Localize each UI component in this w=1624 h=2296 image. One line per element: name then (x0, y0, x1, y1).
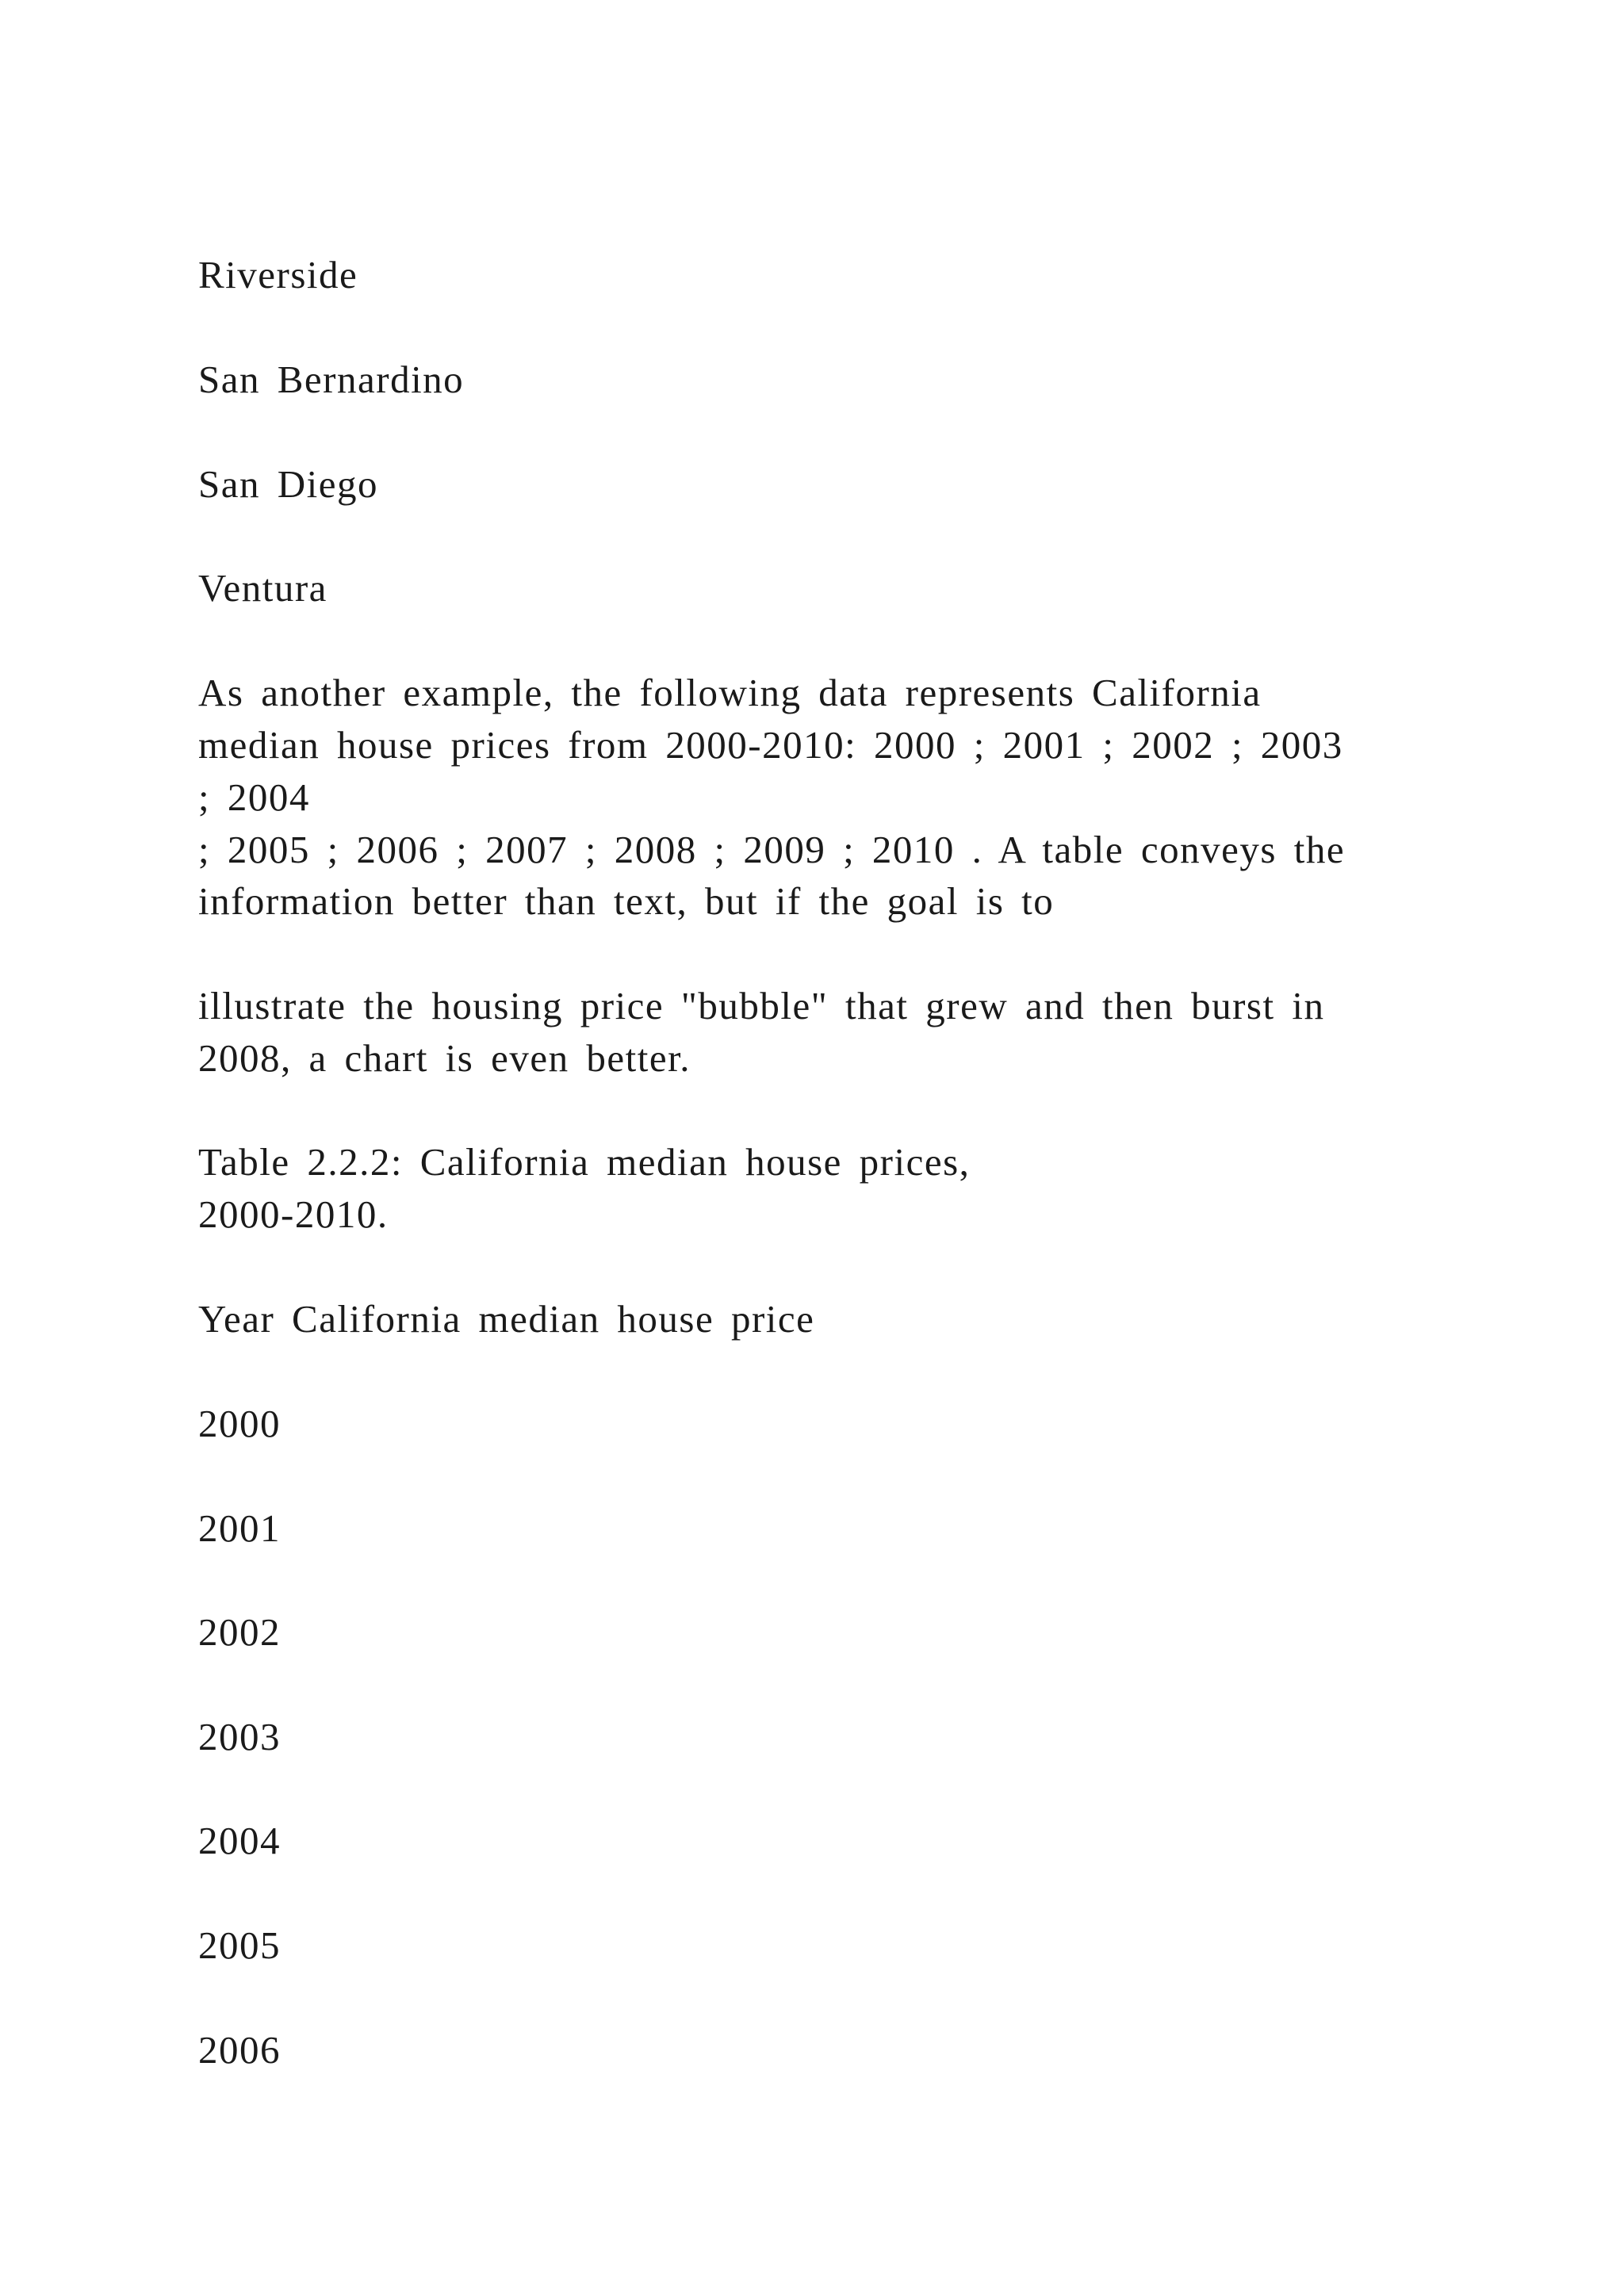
paragraph-line: 2008, a chart is even better. (198, 1036, 691, 1080)
table-caption: Table 2.2.2: California median house prices, (198, 1140, 971, 1184)
paragraph-line: information better than text, but if the goal is to (198, 879, 1055, 923)
table-header: Year California median house price (198, 1297, 815, 1341)
paragraph-line: illustrate the housing price "bubble" that grew and then burst in (198, 984, 1325, 1027)
paragraph-line: median house prices from 2000-2010: 2000 ; 2001 ; 2002 ; 2003 (198, 723, 1343, 767)
list-item-riverside: Riverside (198, 253, 358, 297)
paragraph-line: As another example, the following data represents California (198, 671, 1262, 714)
list-item-ventura: Ventura (198, 566, 327, 610)
table-row-year: 2006 (198, 2028, 281, 2072)
table-row-year: 2000 (198, 1402, 281, 1445)
table-caption: 2000-2010. (198, 1192, 389, 1236)
paragraph-line: ; 2005 ; 2006 ; 2007 ; 2008 ; 2009 ; 2010 . A table conveys the (198, 828, 1346, 871)
paragraph-line: ; 2004 (198, 775, 310, 819)
table-row-year: 2003 (198, 1715, 281, 1758)
list-item-san-bernardino: San Bernardino (198, 358, 465, 401)
table-row-year: 2004 (198, 1819, 281, 1862)
list-item-san-diego: San Diego (198, 462, 378, 506)
table-row-year: 2001 (198, 1506, 281, 1550)
table-row-year: 2005 (198, 1923, 281, 1967)
table-row-year: 2002 (198, 1610, 281, 1654)
